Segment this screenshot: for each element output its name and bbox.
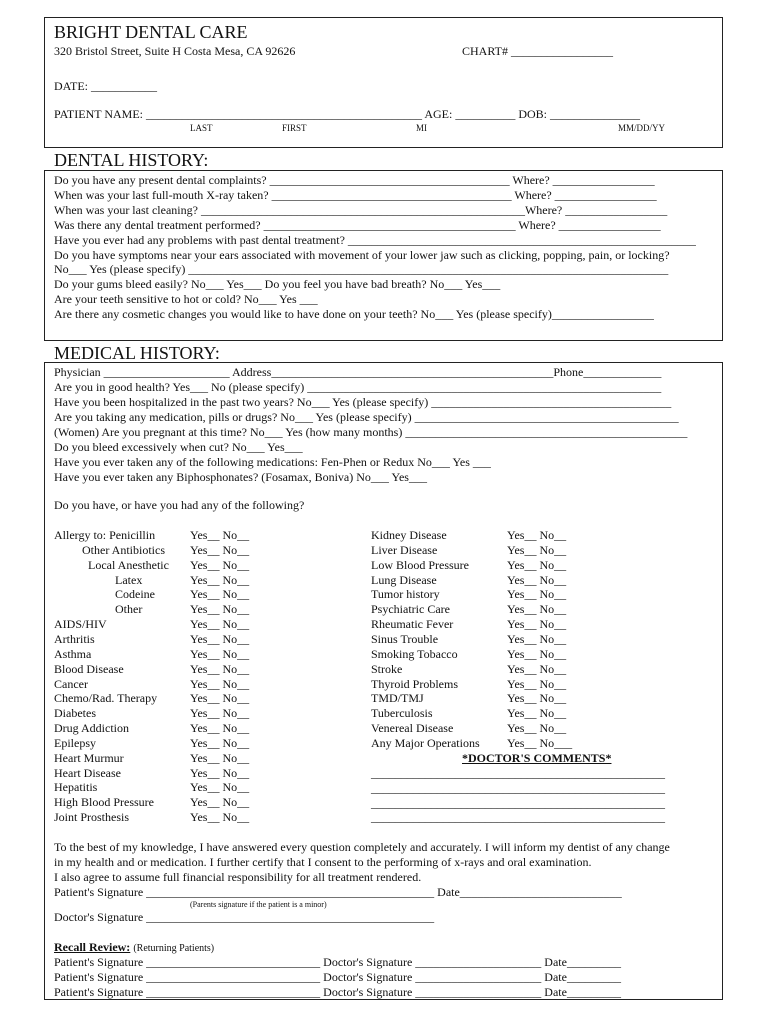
condition-yes-no[interactable]: Yes__ No__ (507, 691, 567, 706)
condition-yes-no[interactable]: Yes__ No__ (190, 676, 250, 691)
medical-question-line[interactable]: Have you ever taken any Biphosphonates? (Fosamax, Boniva) No___ Yes___ (54, 470, 427, 484)
condition-yes-no[interactable]: Yes__ No__ (190, 780, 250, 795)
condition-label: Any Major Operations (371, 735, 480, 750)
dob-format-caption: MM/DD/YY (618, 123, 666, 133)
condition-label: Low Blood Pressure (371, 557, 469, 572)
condition-label: Tuberculosis (371, 706, 433, 721)
condition-yes-no[interactable]: Yes__ No__ (190, 542, 250, 557)
condition-label: Smoking Tobacco (371, 646, 458, 661)
dental-history-title: DENTAL HISTORY: (54, 150, 209, 170)
dental-question-line[interactable]: Are your teeth sensitive to hot or cold? No___ Yes ___ (54, 292, 318, 307)
doctors-comment-line[interactable]: _________________________________________________ (371, 795, 665, 810)
condition-label: Stroke (371, 661, 403, 676)
dental-question-line[interactable]: Do you have symptoms near your ears associated with movement of your lower jaw such as clicking, popping, pain, or locking? (54, 247, 670, 262)
condition-label: Venereal Disease (371, 721, 454, 736)
dental-question-line[interactable]: When was your last cleaning? ______________________________________________________Where? _________________ (54, 202, 668, 217)
condition-yes-no[interactable]: Yes__ No__ (507, 528, 567, 542)
recall-review-title (54, 940, 214, 956)
medical-question-line[interactable]: Have you ever taken any of the following medications: Fen-Phen or Redux No___ Yes ___ (54, 455, 491, 469)
dental-question-line[interactable]: When was your last full-mouth X-ray taken? ________________________________________ Where? _________________ (54, 187, 657, 202)
condition-yes-no[interactable]: Yes__ No__ (190, 617, 250, 632)
condition-label: AIDS/HIV (54, 617, 107, 632)
conditions-question: Do you have, or have you had any of the following? (54, 498, 305, 512)
condition-yes-no[interactable]: Yes__ No__ (507, 661, 567, 676)
condition-label: Allergy to: Penicillin (54, 528, 156, 542)
medical-question-line[interactable]: Do you bleed excessively when cut? No___ Yes___ (54, 440, 303, 454)
dental-question-line[interactable]: Do your gums bleed easily? No___ Yes___ Do you feel you have bad breath? No___ Yes___ (54, 277, 501, 292)
condition-label: Blood Disease (54, 661, 124, 676)
condition-label: Diabetes (54, 706, 96, 721)
patient-signature-field[interactable]: Patient's Signature ________________________________________________ Date___________________________ (54, 885, 622, 899)
condition-yes-no[interactable]: Yes__ No__ (507, 631, 567, 646)
condition-label: Arthritis (54, 631, 95, 646)
condition-yes-no[interactable]: Yes__ No__ (190, 557, 250, 572)
condition-label: Local Anesthetic (88, 557, 169, 572)
condition-label: High Blood Pressure (54, 795, 154, 810)
condition-yes-no[interactable]: Yes__ No__ (507, 706, 567, 721)
condition-yes-no[interactable]: Yes__ No__ (190, 691, 250, 706)
dental-question-line[interactable]: Are there any cosmetic changes you would like to have done on your teeth? No___ Yes (please specify)_________________ (54, 307, 654, 322)
condition-yes-no[interactable]: Yes__ No__ (190, 602, 250, 617)
doctors-comment-line[interactable]: _________________________________________________ (371, 780, 665, 795)
condition-yes-no[interactable]: Yes__ No__ (190, 706, 250, 721)
condition-yes-no[interactable]: Yes__ No__ (190, 721, 250, 736)
medical-question-line[interactable]: (Women) Are you pregnant at this time? No___ Yes (how many months) _______________________________________________ (54, 425, 688, 439)
dental-question-line[interactable]: Have you ever had any problems with past dental treatment? __________________________________________________________ (54, 232, 696, 247)
condition-yes-no[interactable]: Yes__ No__ (190, 572, 250, 587)
condition-yes-no[interactable]: Yes__ No__ (507, 572, 567, 587)
condition-label: Kidney Disease (371, 528, 447, 542)
condition-label: Cancer (54, 676, 88, 691)
condition-yes-no[interactable]: Yes__ No__ (190, 810, 250, 825)
condition-label: Tumor history (371, 587, 440, 602)
condition-yes-no[interactable]: Yes__ No__ (190, 528, 250, 542)
condition-label: Rheumatic Fever (371, 617, 454, 632)
condition-yes-no[interactable]: Yes__ No__ (507, 721, 567, 736)
dental-question-line[interactable]: No___ Yes (please specify) ________________________________________________________________________________ (54, 262, 669, 277)
condition-yes-no[interactable]: Yes__ No__ (190, 750, 250, 765)
practice-name: BRIGHT DENTAL CARE (54, 22, 248, 42)
condition-yes-no[interactable]: Yes__ No__ (190, 765, 250, 780)
condition-label: Epilepsy (54, 735, 96, 750)
medical-question-line[interactable]: Are you taking any medication, pills or drugs? No___ Yes (please specify) ____________________________________________ (54, 410, 679, 424)
doctor-signature-field[interactable]: Doctor's Signature ________________________________________________ (54, 910, 435, 924)
consent-line: in my health and or medication. I further certify that I consent to the performing of x-rays and oral examination. (54, 855, 592, 869)
date-field[interactable]: DATE: ___________ (54, 79, 157, 93)
condition-label: Other (115, 602, 143, 617)
condition-label: Other Antibiotics (82, 542, 165, 557)
doctors-comments-heading: *DOCTOR'S COMMENTS* (462, 751, 612, 765)
condition-label: Sinus Trouble (371, 631, 439, 646)
condition-yes-no[interactable]: Yes__ No__ (507, 617, 567, 632)
medical-question-line[interactable]: Are you in good health? Yes___ No (please specify) ___________________________________________________________ (54, 380, 662, 394)
practice-address: 320 Bristol Street, Suite H Costa Mesa, CA 92626 (54, 44, 296, 58)
condition-yes-no[interactable]: Yes__ No___ (507, 735, 573, 750)
condition-yes-no[interactable]: Yes__ No__ (190, 735, 250, 750)
medical-question-line[interactable]: Physician _____________________ Address_______________________________________________Phone_____________ (54, 365, 662, 379)
condition-yes-no[interactable]: Yes__ No__ (507, 646, 567, 661)
condition-label: Psychiatric Care (371, 602, 450, 617)
consent-line: I also agree to assume full financial responsibility for all treatment rendered. (54, 870, 422, 884)
condition-label: Drug Addiction (54, 721, 129, 736)
doctors-comment-line[interactable]: _________________________________________________ (371, 766, 665, 780)
medical-question-line[interactable]: Have you been hospitalized in the past two years? No___ Yes (please specify) ________________________________________ (54, 395, 672, 409)
condition-yes-no[interactable]: Yes__ No__ (507, 676, 567, 691)
condition-label: Chemo/Rad. Therapy (54, 691, 158, 706)
condition-yes-no[interactable]: Yes__ No__ (190, 795, 250, 810)
doctors-comment-line[interactable]: _________________________________________________ (371, 810, 665, 825)
middle-initial-caption: MI (416, 123, 427, 133)
recall-signature-row[interactable]: Patient's Signature _____________________________ Doctor's Signature _____________________ Date_________ (54, 970, 621, 985)
condition-label: Asthma (54, 646, 92, 661)
consent-line: To the best of my knowledge, I have answered every question completely and accurately. I will inform my dentist of any change (54, 840, 670, 854)
condition-yes-no[interactable]: Yes__ No__ (507, 602, 567, 617)
dental-question-line[interactable]: Do you have any present dental complaints? ________________________________________ Where? _________________ (54, 173, 655, 187)
chart-number-field[interactable]: CHART# _________________ (462, 44, 613, 58)
returning-patients-note: (Returning Patients) (133, 943, 215, 954)
dental-question-line[interactable]: Was there any dental treatment performed? __________________________________________ Where? _________________ (54, 217, 661, 232)
condition-yes-no[interactable]: Yes__ No__ (190, 587, 250, 602)
condition-label: Heart Disease (54, 765, 121, 780)
recall-review-label: Recall Review: (54, 940, 131, 954)
last-name-caption: LAST (190, 123, 213, 133)
patient-name-line[interactable]: PATIENT NAME: ______________________________________________ AGE: __________ DOB: _______________ (54, 107, 641, 121)
first-name-caption: FIRST (282, 123, 307, 133)
medical-history-title: MEDICAL HISTORY: (54, 343, 220, 363)
condition-yes-no[interactable]: Yes__ No__ (507, 587, 567, 602)
condition-yes-no[interactable]: Yes__ No__ (507, 557, 567, 572)
recall-signature-row[interactable]: Patient's Signature _____________________________ Doctor's Signature _____________________ Date_________ (54, 985, 621, 1000)
condition-yes-no[interactable]: Yes__ No__ (507, 542, 567, 557)
condition-label: TMD/TMJ (371, 691, 424, 706)
condition-label: Heart Murmur (54, 750, 124, 765)
condition-label: Thyroid Problems (371, 676, 458, 691)
condition-label: Hepatitis (54, 780, 98, 795)
condition-label: Codeine (115, 587, 155, 602)
condition-yes-no[interactable]: Yes__ No__ (190, 631, 250, 646)
condition-label: Liver Disease (371, 542, 438, 557)
condition-label: Lung Disease (371, 572, 437, 587)
condition-label: Joint Prosthesis (54, 810, 130, 825)
condition-yes-no[interactable]: Yes__ No__ (190, 661, 250, 676)
condition-yes-no[interactable]: Yes__ No__ (190, 646, 250, 661)
parents-signature-note: (Parents signature if the patient is a minor) (190, 900, 327, 909)
recall-signature-row[interactable]: Patient's Signature _____________________________ Doctor's Signature _____________________ Date_________ (54, 955, 621, 969)
condition-label: Latex (115, 572, 143, 587)
